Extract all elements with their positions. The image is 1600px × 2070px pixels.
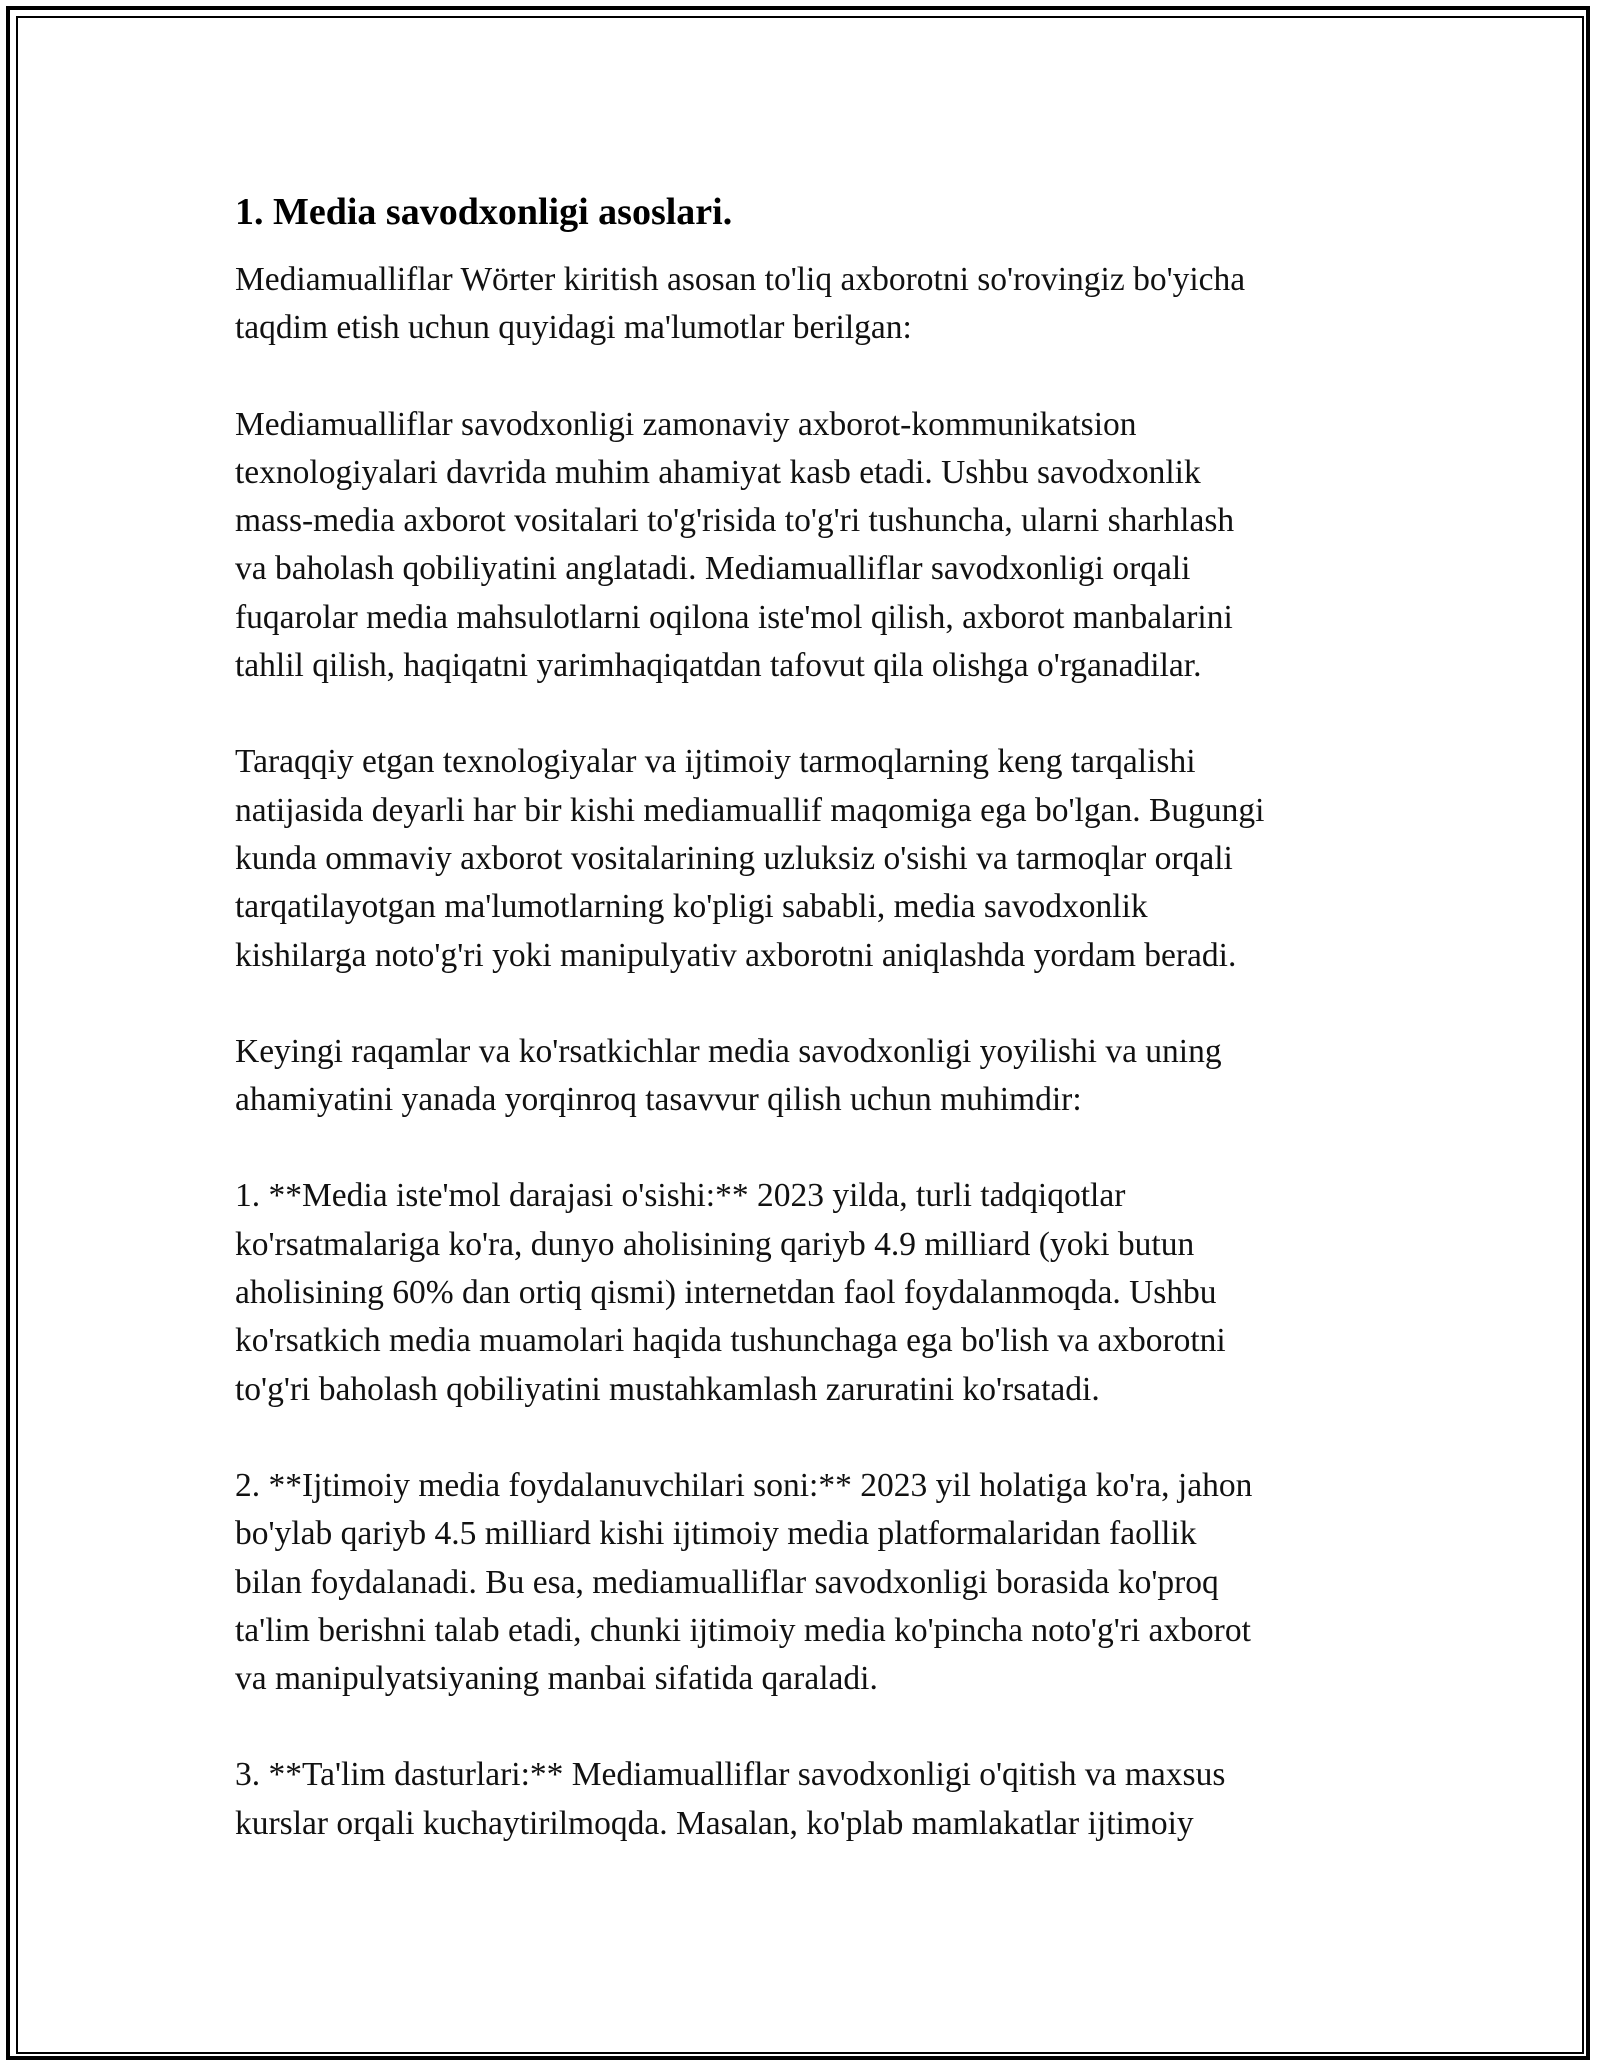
text-line: tahlil qilish, haqiqatni yarimhaqiqatdan tafovut qila olishga o'rganadilar.	[235, 647, 1202, 685]
text-line: Keyingi raqamlar va ko'rsatkichlar media savodxonligi yoyilishi va uning	[235, 1032, 1222, 1070]
text-line: bo'ylab qariyb 4.5 milliard kishi ijtimoiy media platformalaridan faollik	[235, 1515, 1197, 1553]
text-line: to'g'ri baholash qobiliyatini mustahkamlash zaruratini ko'rsatadi.	[235, 1370, 1100, 1408]
text-line: tarqatilayotgan ma'lumotlarning ko'pligi sababli, media savodxonlik	[235, 888, 1148, 926]
text-line: aholisining 60% dan ortiq qismi) internetdan faol foydalanmoqda. Ushbu	[235, 1274, 1217, 1312]
text-line: 2. **Ijtimoiy media foydalanuvchilari soni:** 2023 yil holatiga ko'ra, jahon	[235, 1466, 1253, 1504]
list-item-education-programs	[235, 1751, 1375, 1848]
text-line: Taraqqiy etgan texnologiyalar va ijtimoiy tarmoqlarning keng tarqalishi	[235, 743, 1196, 781]
paragraph-definition	[235, 401, 1375, 691]
text-line: bilan foydalanadi. Bu esa, mediamualliflar savodxonligi borasida ko'proq	[235, 1563, 1219, 1601]
paragraph-technology	[235, 738, 1375, 979]
section-heading: 1. Media savodxonligi asoslari.	[235, 191, 733, 233]
text-line: natijasida deyarli har bir kishi mediamuallif maqomiga ega bo'lgan. Bugungi	[235, 791, 1265, 829]
text-line: fuqarolar media mahsulotlarni oqilona iste'mol qilish, axborot manbalarini	[235, 598, 1233, 636]
text-line: kishilarga noto'g'ri yoki manipulyativ axborotni aniqlashda yordam beradi.	[235, 936, 1237, 974]
text-line: mass-media axborot vositalari to'g'risida to'g'ri tushuncha, ularni sharhlash	[235, 502, 1235, 540]
list-item-media-consumption	[235, 1172, 1375, 1413]
text-line: va baholash qobiliyatini anglatadi. Mediamualliflar savodxonligi orqali	[235, 550, 1191, 588]
text-line: ahamiyatini yanada yorqinroq tasavvur qilish uchun muhimdir:	[235, 1081, 1082, 1119]
document-body	[235, 186, 1375, 1896]
list-item-social-media-users	[235, 1462, 1375, 1703]
paragraph-figures-intro	[235, 1028, 1375, 1125]
text-line: 3. **Ta'lim dasturlari:** Mediamualliflar savodxonligi o'qitish va maxsus	[235, 1756, 1226, 1794]
text-line: Mediamualliflar Wörter kiritish asosan to'liq axborotni so'rovingiz bo'yicha	[235, 261, 1246, 298]
text-line: va manipulyatsiyaning manbai sifatida qaraladi.	[235, 1660, 878, 1698]
paragraph-intro	[235, 256, 1375, 353]
text-line: ko'rsatmalariga ko'ra, dunyo aholisining qariyb 4.9 milliard (yoki butun	[235, 1225, 1195, 1263]
text-line: 1. **Media iste'mol darajasi o'sishi:** 2023 yilda, turli tadqiqotlar	[235, 1177, 1126, 1215]
text-line: kurslar orqali kuchaytirilmoqda. Masalan, ko'plab mamlakatlar ijtimoiy	[235, 1804, 1194, 1842]
text-line: Mediamualliflar savodxonligi zamonaviy axborot-kommunikatsion	[235, 405, 1137, 443]
text-line: taqdim etish uchun quyidagi ma'lumotlar berilgan:	[235, 309, 912, 347]
text-line: kunda ommaviy axborot vositalarining uzluksiz o'sishi va tarmoqlar orqali	[235, 839, 1233, 877]
text-line: texnologiyalari davrida muhim ahamiyat kasb etadi. Ushbu savodxonlik	[235, 453, 1201, 491]
text-line: ko'rsatkich media muamolari haqida tushunchaga ega bo'lish va axborotni	[235, 1322, 1226, 1360]
text-line: ta'lim berishni talab etadi, chunki ijtimoiy media ko'pincha noto'g'ri axborot	[235, 1611, 1251, 1649]
